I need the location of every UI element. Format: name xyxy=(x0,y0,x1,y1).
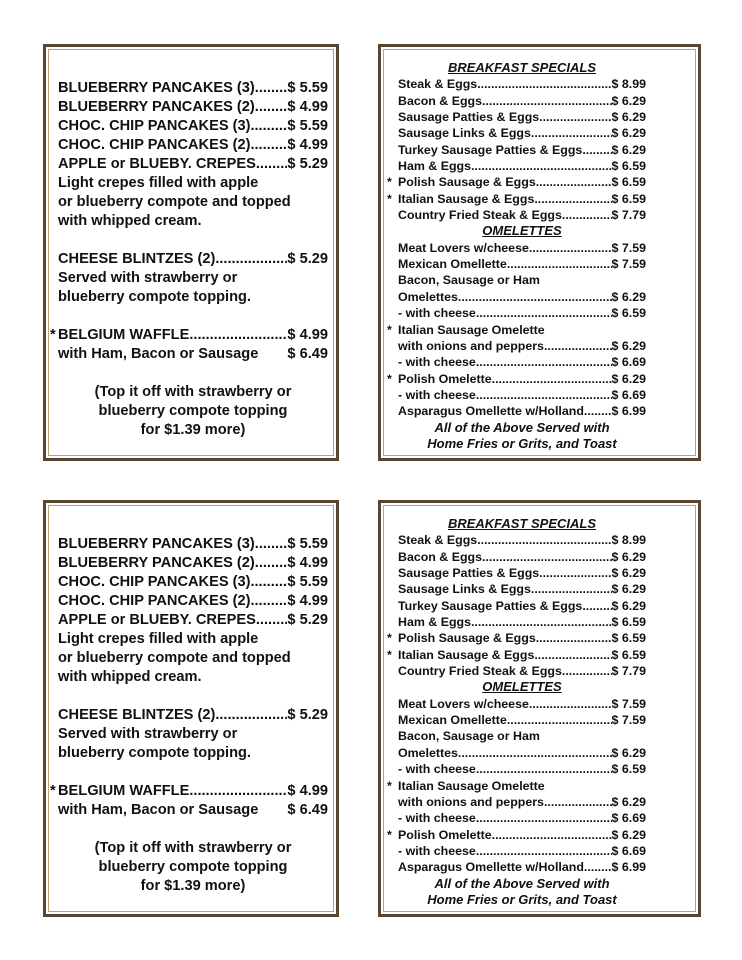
item-price: $ 6.29 xyxy=(611,745,646,760)
menu-item-row xyxy=(398,843,646,859)
menu-item-row xyxy=(398,142,646,158)
menu-item-row xyxy=(398,207,646,223)
dot-leader xyxy=(531,125,612,141)
menu-item-row xyxy=(58,801,328,820)
dot-leader xyxy=(476,810,612,826)
dot-leader xyxy=(507,712,612,728)
dot-leader xyxy=(529,240,612,256)
item-price: $ 7.79 xyxy=(611,208,646,223)
menu-item-row xyxy=(398,663,646,679)
item-price: $ 6.99 xyxy=(611,404,646,419)
dot-leader xyxy=(531,581,612,597)
dot-leader xyxy=(482,93,612,109)
menu-item-row xyxy=(58,345,328,364)
section-title: BREAKFAST SPECIALS xyxy=(447,516,597,531)
asterisk-marker: * xyxy=(50,783,56,799)
menu-item-row xyxy=(398,158,646,174)
menu-item-row xyxy=(58,535,328,554)
menu-item-row xyxy=(398,305,646,321)
description-line: blueberry compote topping xyxy=(98,403,288,419)
dot-leader xyxy=(476,305,612,321)
item-name: CHOC. CHIP PANCAKES (3) xyxy=(58,118,251,134)
item-price: $ 6.59 xyxy=(611,159,646,174)
item-name: Polish Sausage & Eggs xyxy=(398,175,536,190)
dot-leader xyxy=(582,598,611,614)
item-name: APPLE or BLUEBY. CREPES xyxy=(58,156,256,172)
item-name: Meat Lovers w/cheese xyxy=(398,240,529,255)
item-price: $ 6.29 xyxy=(611,289,646,304)
item-price: $ 6.29 xyxy=(611,598,646,613)
item-name: Bacon, Sausage or Ham xyxy=(398,273,540,288)
item-name: Omelettes xyxy=(398,289,458,304)
dot-leader xyxy=(529,696,612,712)
dot-leader xyxy=(255,79,288,98)
item-name: Sausage Patties & Eggs xyxy=(398,566,540,581)
item-name: - with cheese xyxy=(398,811,476,826)
spacer xyxy=(540,272,646,288)
menu-item-row xyxy=(398,728,646,744)
dot-leader xyxy=(492,371,612,387)
menu-item-row xyxy=(398,76,646,92)
item-price: $ 5.29 xyxy=(287,251,328,267)
menu-item-row xyxy=(398,256,646,272)
menu-item-row xyxy=(387,647,646,663)
dot-leader xyxy=(587,403,611,419)
item-price: $ 6.49 xyxy=(287,346,328,362)
menu-item-row xyxy=(398,338,646,354)
dot-leader xyxy=(582,142,611,158)
dot-leader xyxy=(189,782,287,801)
item-name: CHEESE BLINTZES (2) xyxy=(58,707,216,723)
item-price: $ 8.99 xyxy=(611,77,646,92)
description-line: for $1.39 more) xyxy=(140,422,246,438)
item-name: Ham & Eggs xyxy=(398,615,471,630)
item-name: Polish Omelette xyxy=(398,827,492,842)
item-price: $ 6.69 xyxy=(611,387,646,402)
item-price: $ 6.29 xyxy=(611,142,646,157)
item-price: $ 5.59 xyxy=(287,80,328,96)
menu-item-row xyxy=(398,93,646,109)
menu-item-row xyxy=(398,109,646,125)
dot-leader xyxy=(255,98,288,117)
dot-leader xyxy=(562,663,612,679)
menu-item-row xyxy=(398,289,646,305)
item-name: Steak & Eggs xyxy=(398,77,478,92)
spacer xyxy=(58,820,328,839)
menu-item-row xyxy=(398,761,646,777)
item-name: BLUEBERRY PANCAKES (3) xyxy=(58,80,255,96)
menu-item-row xyxy=(398,125,646,141)
item-name: - with cheese xyxy=(398,762,476,777)
section-title: OMELETTES xyxy=(482,679,562,695)
menu-item-row xyxy=(398,598,646,614)
dot-leader xyxy=(250,573,287,592)
item-price: $ 4.99 xyxy=(287,327,328,343)
item-name: Mexican Omellette xyxy=(398,713,507,728)
item-price: $ 5.59 xyxy=(287,574,328,590)
description-line: (Top it off with strawberry or xyxy=(94,840,292,856)
item-price: $ 6.59 xyxy=(611,191,646,206)
section-title: BREAKFAST SPECIALS xyxy=(447,60,597,75)
item-price: $ 7.59 xyxy=(611,713,646,728)
item-name: Bacon & Eggs xyxy=(398,93,482,108)
dot-leader xyxy=(250,136,287,155)
item-name: Turkey Sausage Patties & Eggs xyxy=(398,142,583,157)
dot-leader xyxy=(536,630,612,646)
item-name: Omelettes xyxy=(398,745,458,760)
spacer xyxy=(58,687,328,706)
spacer xyxy=(58,364,328,383)
item-name: Bacon & Eggs xyxy=(398,549,482,564)
item-price: $ 4.99 xyxy=(287,99,328,115)
dot-leader xyxy=(215,250,287,269)
item-price: $ 6.29 xyxy=(611,126,646,141)
dot-leader xyxy=(477,532,611,548)
item-name: Bacon, Sausage or Ham xyxy=(398,729,540,744)
item-price: $ 6.29 xyxy=(611,827,646,842)
item-price: $ 4.99 xyxy=(287,137,328,153)
dot-leader xyxy=(189,326,287,345)
spacer xyxy=(58,763,328,782)
dot-leader xyxy=(255,554,288,573)
menu-item-row xyxy=(398,712,646,728)
item-name: CHOC. CHIP PANCAKES (2) xyxy=(58,137,251,153)
item-name: CHOC. CHIP PANCAKES (3) xyxy=(58,574,251,590)
item-price: $ 6.59 xyxy=(611,647,646,662)
item-name: Sausage Patties & Eggs xyxy=(398,110,540,125)
menu-item-row xyxy=(58,117,328,136)
dot-leader xyxy=(458,745,612,761)
dot-leader xyxy=(476,843,612,859)
menu-item-row xyxy=(398,794,646,810)
item-name: BELGIUM WAFFLE xyxy=(58,783,190,799)
breakfast-specials-panel xyxy=(378,44,701,461)
menu-item-row xyxy=(398,240,646,256)
item-name: Mexican Omellette xyxy=(398,257,507,272)
item-price: $ 6.29 xyxy=(611,110,646,125)
dot-leader xyxy=(476,761,612,777)
menu-item-row xyxy=(387,174,646,190)
dot-leader xyxy=(256,155,288,174)
item-price: $ 7.59 xyxy=(611,240,646,255)
dot-leader xyxy=(255,535,288,554)
item-name: Polish Omelette xyxy=(398,371,492,386)
panel-content xyxy=(387,516,646,908)
menu-item-row xyxy=(387,630,646,646)
item-name: with Ham, Bacon or Sausage xyxy=(58,802,259,818)
dot-leader xyxy=(458,289,612,305)
dot-leader xyxy=(482,549,612,565)
menu-item-row xyxy=(398,614,646,630)
panel-content xyxy=(387,60,646,452)
dot-leader xyxy=(476,387,612,403)
spacer xyxy=(540,728,646,744)
description-line: Home Fries or Grits, and Toast xyxy=(427,435,617,451)
dot-leader xyxy=(587,859,611,875)
item-name: Italian Sausage Omelette xyxy=(398,778,545,793)
dot-leader xyxy=(476,354,612,370)
section-title: OMELETTES xyxy=(482,223,562,239)
menu-item-row xyxy=(398,565,646,581)
item-name: Sausage Links & Eggs xyxy=(398,126,531,141)
dot-leader xyxy=(534,647,611,663)
description-line: with whipped cream. xyxy=(58,213,202,229)
dot-leader xyxy=(536,174,612,190)
spacer xyxy=(258,801,287,820)
item-name: Turkey Sausage Patties & Eggs xyxy=(398,598,583,613)
item-name: Asparagus Omellette w/Holland. xyxy=(398,860,588,875)
description-line: for $1.39 more) xyxy=(140,878,246,894)
asterisk-marker: * xyxy=(387,827,392,842)
asterisk-marker: * xyxy=(387,647,392,662)
menu-item-row xyxy=(58,573,328,592)
item-name: Steak & Eggs xyxy=(398,533,478,548)
menu-item-row xyxy=(387,827,646,843)
item-name: Polish Sausage & Eggs xyxy=(398,631,536,646)
item-price: $ 6.69 xyxy=(611,843,646,858)
description-line: blueberry compote topping xyxy=(98,859,288,875)
spacer xyxy=(545,322,646,338)
description-line: or blueberry compote and topped xyxy=(58,650,291,666)
item-name: Meat Lovers w/cheese xyxy=(398,696,529,711)
item-price: $ 6.59 xyxy=(611,762,646,777)
menu-item-row xyxy=(398,581,646,597)
asterisk-marker: * xyxy=(387,191,392,206)
item-price: $ 6.59 xyxy=(611,615,646,630)
dot-leader xyxy=(471,158,612,174)
menu-item-row xyxy=(398,403,646,419)
dot-leader xyxy=(534,191,611,207)
menu-item-row xyxy=(398,745,646,761)
asterisk-marker: * xyxy=(50,327,56,343)
description-line: Served with strawberry or xyxy=(58,726,238,742)
description-line: Light crepes filled with apple xyxy=(58,631,259,647)
panel-content xyxy=(50,535,328,896)
menu-item-row xyxy=(58,250,328,269)
item-price: $ 6.69 xyxy=(611,355,646,370)
breakfast-sweets-panel xyxy=(43,44,339,461)
item-name: BLUEBERRY PANCAKES (3) xyxy=(58,536,255,552)
item-price: $ 6.49 xyxy=(287,802,328,818)
menu-item-row xyxy=(398,354,646,370)
item-price: $ 6.59 xyxy=(611,175,646,190)
item-price: $ 6.59 xyxy=(611,631,646,646)
item-name: BLUEBERRY PANCAKES (2) xyxy=(58,555,255,571)
menu-item-row xyxy=(387,322,646,338)
item-name: BELGIUM WAFFLE xyxy=(58,327,190,343)
item-name: - with cheese xyxy=(398,843,476,858)
item-name: Country Fried Steak & Eggs xyxy=(398,664,562,679)
item-name: Italian Sausage & Eggs xyxy=(398,191,535,206)
dot-leader xyxy=(256,611,288,630)
item-name: - with cheese xyxy=(398,355,476,370)
menu-item-row xyxy=(398,532,646,548)
item-price: $ 5.29 xyxy=(287,156,328,172)
item-name: - with cheese xyxy=(398,306,476,321)
item-price: $ 5.59 xyxy=(287,118,328,134)
item-price: $ 6.29 xyxy=(611,93,646,108)
item-price: $ 6.29 xyxy=(611,566,646,581)
item-price: $ 5.29 xyxy=(287,707,328,723)
dot-leader xyxy=(562,207,612,223)
item-price: $ 7.59 xyxy=(611,257,646,272)
item-name: Italian Sausage & Eggs xyxy=(398,647,535,662)
item-price: $ 6.59 xyxy=(611,306,646,321)
item-price: $ 6.29 xyxy=(611,549,646,564)
menu-item-row xyxy=(398,549,646,565)
menu-item-row xyxy=(58,592,328,611)
item-name: - with cheese xyxy=(398,387,476,402)
menu-item-row xyxy=(50,782,328,801)
menu-item-row xyxy=(398,387,646,403)
description-line: All of the Above Served with xyxy=(434,419,610,435)
dot-leader xyxy=(539,565,611,581)
item-name: CHOC. CHIP PANCAKES (2) xyxy=(58,593,251,609)
item-price: $ 4.99 xyxy=(287,593,328,609)
description-line: Home Fries or Grits, and Toast xyxy=(427,891,617,907)
dot-leader xyxy=(544,794,612,810)
item-price: $ 5.59 xyxy=(287,536,328,552)
item-name: Sausage Links & Eggs xyxy=(398,582,531,597)
spacer xyxy=(258,345,287,364)
item-price: $ 4.99 xyxy=(287,783,328,799)
asterisk-marker: * xyxy=(387,778,392,793)
asterisk-marker: * xyxy=(387,322,392,337)
dot-leader xyxy=(492,827,612,843)
description-line: or blueberry compote and topped xyxy=(58,194,291,210)
description-line: (Top it off with strawberry or xyxy=(94,384,292,400)
menu-item-row xyxy=(58,554,328,573)
item-price: $ 7.59 xyxy=(611,696,646,711)
dot-leader xyxy=(477,76,611,92)
description-line: blueberry compote topping. xyxy=(58,745,251,761)
dot-leader xyxy=(539,109,611,125)
menu-item-row xyxy=(58,706,328,725)
spacer xyxy=(58,231,328,250)
item-name: Asparagus Omellette w/Holland. xyxy=(398,404,588,419)
spacer xyxy=(545,778,646,794)
asterisk-marker: * xyxy=(387,371,392,386)
menu-item-row xyxy=(58,79,328,98)
menu-item-row xyxy=(58,155,328,174)
menu-item-row xyxy=(387,371,646,387)
item-price: $ 5.29 xyxy=(287,612,328,628)
item-price: $ 6.29 xyxy=(611,582,646,597)
menu-item-row xyxy=(50,326,328,345)
dot-leader xyxy=(544,338,612,354)
menu-item-row xyxy=(58,611,328,630)
item-name: with Ham, Bacon or Sausage xyxy=(58,346,259,362)
item-name: CHEESE BLINTZES (2) xyxy=(58,251,216,267)
menu-item-row xyxy=(398,696,646,712)
spacer xyxy=(58,307,328,326)
asterisk-marker: * xyxy=(387,175,392,190)
breakfast-specials-panel xyxy=(378,500,701,917)
item-price: $ 6.29 xyxy=(611,371,646,386)
menu-item-row xyxy=(398,859,646,875)
description-line: blueberry compote topping. xyxy=(58,289,251,305)
item-name: with onions and peppers xyxy=(398,338,544,353)
dot-leader xyxy=(215,706,287,725)
menu-item-row xyxy=(58,136,328,155)
menu-item-row xyxy=(398,272,646,288)
panel-content xyxy=(50,79,328,440)
menu-item-row xyxy=(398,810,646,826)
item-price: $ 7.79 xyxy=(611,664,646,679)
item-price: $ 6.99 xyxy=(611,860,646,875)
item-name: Country Fried Steak & Eggs xyxy=(398,208,562,223)
item-name: APPLE or BLUEBY. CREPES xyxy=(58,612,256,628)
item-price: $ 4.99 xyxy=(287,555,328,571)
item-name: Ham & Eggs xyxy=(398,159,471,174)
dot-leader xyxy=(250,592,287,611)
item-name: Italian Sausage Omelette xyxy=(398,322,545,337)
menu-item-row xyxy=(58,98,328,117)
item-name: with onions and peppers xyxy=(398,794,544,809)
item-price: $ 8.99 xyxy=(611,533,646,548)
item-price: $ 6.29 xyxy=(611,338,646,353)
asterisk-marker: * xyxy=(387,631,392,646)
description-line: with whipped cream. xyxy=(58,669,202,685)
menu-item-row xyxy=(387,778,646,794)
item-price: $ 6.69 xyxy=(611,811,646,826)
dot-leader xyxy=(471,614,612,630)
menu-item-row xyxy=(387,191,646,207)
item-price: $ 6.29 xyxy=(611,794,646,809)
item-name: BLUEBERRY PANCAKES (2) xyxy=(58,99,255,115)
breakfast-sweets-panel xyxy=(43,500,339,917)
description-line: Light crepes filled with apple xyxy=(58,175,259,191)
description-line: All of the Above Served with xyxy=(434,875,610,891)
dot-leader xyxy=(507,256,612,272)
dot-leader xyxy=(250,117,287,136)
description-line: Served with strawberry or xyxy=(58,270,238,286)
